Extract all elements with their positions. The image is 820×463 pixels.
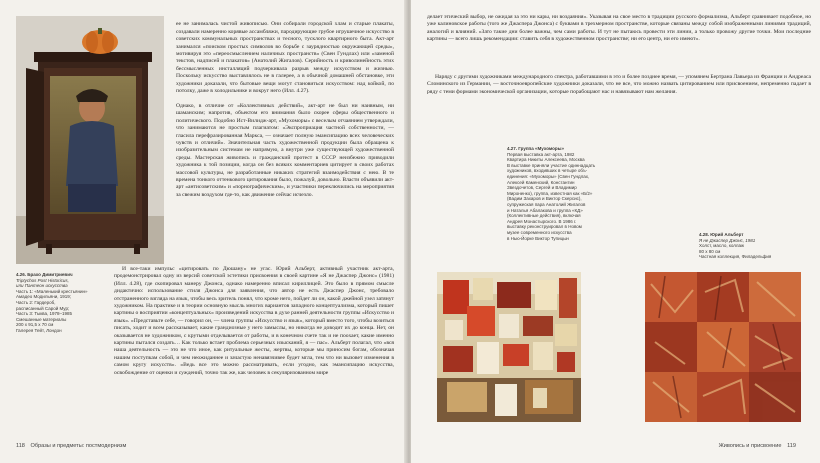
caption-part-2b: расписанный Сарой Мур; — [16, 305, 70, 311]
caption-artwork-title: Triptychos Post Historicus, — [16, 277, 69, 283]
caption-artwork-title: Я не Джаспер Джонс, 1981 — [699, 237, 756, 243]
figure-4-26-caption — [16, 272, 106, 334]
caption-line: единения: «Мухоморы» (Свен Гундлах, — [507, 173, 590, 179]
figure-4-28-caption — [699, 232, 809, 260]
caption-title: 4.26. Брахо Димитриевич — [16, 272, 73, 277]
caption-line: Андрея Монастырского. В 1986 г. — [507, 218, 577, 224]
caption-line: Алексей Каменский, Константин — [507, 179, 575, 185]
figure-4-28-image — [645, 272, 801, 422]
right-top-text — [427, 14, 811, 66]
right-page — [411, 0, 820, 463]
left-column-top-text — [176, 14, 394, 264]
left-page — [0, 0, 408, 463]
figure-4-26-image — [16, 16, 164, 264]
caption-line: музее современного искусства — [507, 229, 572, 235]
right-top-paragraph: делает этический выбор, не ожидая за это ни кары, ни воздаяния». Указывая на свое место в традиции русского формализма, Альберт сравнивает подобное, но уже калиновское работы (того же Джаспера Джонса) с буквами в трехмерном пространстве, которые связаны между собой изображенными линиями традиций, аналогий и влияний. «Зато такие дни более важны, чем сами работы. И тут не пытаюсь провести эти линии, а только провожу другие точки. Мои последние картины — всего лишь рекомендации: ставить себя в художественном пространстве; ни его центр, ни его имеют». — [427, 14, 811, 43]
page-number-left: 118 — [16, 443, 25, 449]
caption-line: и Наталья Абалакова и группа «КД» — [507, 207, 583, 213]
figure-4-27-image — [437, 272, 581, 422]
caption-title: 4.27. Группа «Мухоморы» — [507, 146, 565, 151]
caption-line: Звездочетов, Сергей и Владимир — [507, 185, 577, 191]
caption-size: 80 x 80 см — [699, 248, 721, 254]
caption-line: в Нью-Йорке Виктор Тупицын — [507, 235, 569, 241]
caption-material: Холст, масло, коллаж — [699, 243, 745, 249]
right-folio — [719, 443, 800, 449]
left-folio — [16, 443, 130, 449]
caption-line: В выставке приняли участие одиннадцать — [507, 162, 596, 168]
right-second-text — [427, 74, 811, 112]
caption-part-3: Часть 3: Тыква, 1978–1985 — [16, 311, 73, 317]
caption-part-1: Часть 1: «Маленький крестьянин» — [16, 288, 88, 294]
page-number-right: 119 — [787, 443, 796, 449]
caption-collection: Галерея Тейт, Лондон — [16, 327, 62, 333]
caption-location: Квартира Никиты Алексеева, Москва — [507, 157, 585, 163]
right-second-paragraph: Наряду с другими художниками международного спектра, работавшими в это и более позднее время, — упомянем Бертрана Лавьера из Франции и Андреаса Сломинского из Германии, — восточноевропейские художники доказали, что не все, что можно назвать цитированием или присвоением, непременно падает в ряду с теми формами экономической организации, которые порабощают нас и навязывают нам желания. — [427, 74, 811, 95]
figure-4-27-caption — [507, 146, 623, 241]
caption-line: супружеская пара Анатолий Жигалов — [507, 201, 586, 207]
caption-size: 200 x 91,5 x 70 см — [16, 322, 54, 328]
running-title-right: Живопись и присвоение — [718, 443, 782, 449]
caption-line: художников, входивших в четыре объ- — [507, 168, 588, 174]
caption-collection: Частная коллекция, Филадельфия — [699, 254, 772, 260]
left-column-bottom-text — [114, 266, 394, 434]
caption-material: Смешанные материалы — [16, 316, 67, 322]
caption-line: (Вадим Захаров и Виктор Скерсис), — [507, 196, 582, 202]
caption-subtitle: Первая выставка акт-арта, 1982 — [507, 151, 575, 157]
caption-part-2: Часть 2: Гардероб, — [16, 299, 56, 305]
caption-artwork-title-2: или Пантеон искусства — [16, 283, 68, 289]
running-title-left: Образы и предметы: постмодернизм — [30, 443, 127, 449]
caption-line: Мироненко), группа, известная как «Б/2» — [507, 190, 593, 196]
caption-artist-1: Амадео Модильяни, 1919; — [16, 294, 71, 300]
caption-line: выставку реконструировал в Новом — [507, 224, 582, 230]
caption-line: (Коллективные действия), включая — [507, 213, 581, 219]
left-column-bottom-paragraph: И все-таки импульс «цитировать по Дюшану» не угас. Юрий Альберт, активный участник акт-арта, продемонстрировал одну из версий советской эстетики присвоения в своей картине «Я не Джаспер Джонс» (1981) (Илл. 4.28), где скопировал манеру Джонса, однако намеренно вписал кириллицей. Это было в прямом смысле дидактично: использование стиля Джонса для заявления, что автор не есть Джаспер Джонс, требовало отстраненного взгляда на язык, чтобы весь зритель понял, что кроме него, пойдет ли он, какой джейной узел затянут художником. На практике и в теории основную мысль многих вариантов западного концептуализма, который пишет картины о восприятии «концептуальных» произведений искусства в духе ранней деятельности группы «Искусство и язык». «Представьте себе, — говорил он, — члена группы «Искусство и язык», который вместо того, чтобы возиться писать, ходит и всем рассказывает, какие грандиозные у него замыслы, но никогда не доводит их до конца. Нет, он оказывается не художником, с крутыми отделывается от работы, и в конечном счете так и не поохает, какие именно картины пытался создать… Как только встает проблема серьезных изысканий, я — пас». Альберт полагал, что «вся наша деятельность — это не что иное, как ритуальные жесты, жертвы, которые мы приносим богам, обозначая нашим поступкам собой, и чем неожиданнее и зачастую ненавязчивее будет мгла, тем что ни вызовет изменения в самом кругу искусств». «Ведь все это можно рассматривать, если угодно, как эмансипацию искусства, освобождение от оценки и суждений, точно так же, как человек в секуляризованном мире — [114, 266, 394, 376]
caption-title: 4.28. Юрий Альберт — [699, 232, 744, 237]
left-column-top-paragraphs: ее не занималась чистой живописью. Они собирали городской хлам и старые плакаты, создавали намеренно корявые ассамбляжи, пародирующие грубое игрушечное искусство в советских коммунальных пространствах и тесного, тусклого квартирного быта. Акт-арт занимался «поиском простых символов во борьбе с заурядностью окружающей среды», мотивируя это «переосмыслением наличных пространств» (Свен Гундлах) или «заменой текстов, надписей и плакатов» (Анатолий Жигалов). Серийность и криволинейность этих бессмысленных инсталляций подчеркивала разрыв между искусством и жизнью. Поскольку искусство выставлялось не в галерее, а в обычной домашней обстановке, эти художники доказали, что бытовые вещи могут становиться искусством: над койкой, по потолку, даже в холодильнике и вокруг него (Илл. 4.27). Однако, в отличие от «Коллективных действий», акт-арт не был ни наивным, ни шаманским; напротив, объектом его внимания было скорее сферы общественного и политического. Подобно Ист-Вилидж-арт, «Мухоморы» с веселым отчаянием утверждали, что занимаются не простым плагиатом: «Экспроприация частной собственности, — гласила перефразированная Маркса, — означает полную эмансипацию всех человеческих чувств и отличий». Значительная часть художественной продукции была обращена к изобразительным системам не напрямую, а внутри уже существующей художественной среды. Мастерская живопись и гражданский протест в СССР неизбежно приводили художника к той позиции, когда он без всяких комментариев цитирует в своих работах массовой культуры, не разработанные никаких стратегий взаимодействия с нею. В те времена тонкого оттенкового цитирования было, пожалуй, довольно. Власти объявили акт-арт «антисоветским» и «порнографическим», и участники переключились на мероприятия за свежим воздухом где-то, как движение сейчас исчезло. — [176, 21, 394, 198]
